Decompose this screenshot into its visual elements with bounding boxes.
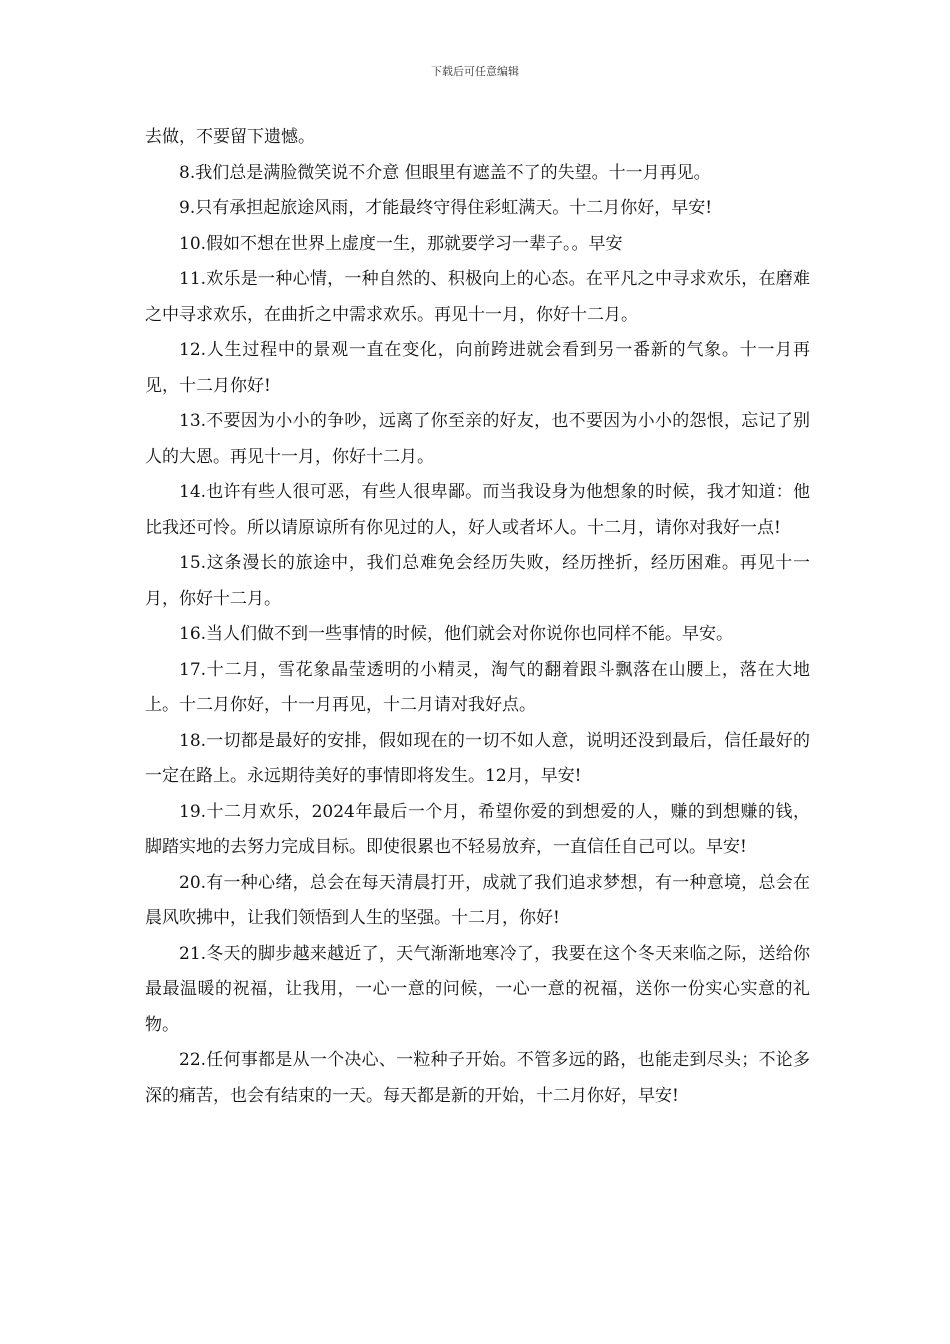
paragraph-item-20: 20.有一种心绪，总会在每天清晨打开，成就了我们追求梦想，有一种意境，总会在晨风吹拂中，让我们领悟到人生的坚强。十二月，你好! [145,872,810,928]
paragraph-item-22: 22.任何事都是从一个决心、一粒种子开始。不管多远的路，也能走到尽头；不论多深的痛苦，也会有结束的一天。每天都是新的开始，十二月你好，早安! [145,1050,810,1106]
paragraph-item-21: 21.冬天的脚步越来越近了，天气渐渐地寒冷了，我要在这个冬天来临之际，送给你最最温暖的祝福，让我用，一心一意的问候，一心一意的祝福，送你一份实心实意的礼物。 [145,943,810,1035]
paragraph-continuation: 去做，不要留下遗憾。 [145,127,315,147]
paragraph-item-9: 9.只有承担起旅途风雨，才能最终守得住彩虹满天。十二月你好，早安! [179,198,713,218]
paragraph-item-17: 17.十二月，雪花象晶莹透明的小精灵，淘气的翻着跟斗飘落在山腰上，落在大地上。十二月你好，十一月再见，十二月请对我好点。 [145,659,810,715]
paragraph-item-18: 18.一切都是最好的安排，假如现在的一切不如人意，说明还没到最后，信任最好的一定在路上。永远期待美好的事情即将发生。12月，早安! [145,730,810,786]
document-body [145,120,810,1114]
paragraph-item-16: 16.当人们做不到一些事情的时候，他们就会对你说你也同样不能。早安。 [179,624,734,644]
paragraph-item-15: 15.这条漫长的旅途中，我们总难免会经历失败，经历挫折，经历困难。再见十一月，你好十二月。 [145,553,810,609]
paragraph-item-12: 12.人生过程中的景观一直在变化，向前跨进就会看到另一番新的气象。十一月再见，十二月你好! [145,340,810,396]
paragraph-item-14: 14.也许有些人很可恶，有些人很卑鄙。而当我设身为他想象的时候，我才知道：他比我还可怜。所以请原谅所有你见过的人，好人或者坏人。十二月，请你对我好一点! [145,482,810,538]
paragraph-item-10: 10.假如不想在世界上虚度一生，那就要学习一辈子。。早安 [179,233,623,254]
paragraph-item-13: 13.不要因为小小的争吵，远离了你至亲的好友，也不要因为小小的怨恨，忘记了别人的大恩。再见十一月，你好十二月。 [145,411,810,467]
paragraph-item-19: 19.十二月欢乐，2024年最后一个月，希望你爱的到想爱的人，赚的到想赚的钱，脚踏实地的去努力完成目标。即使很累也不轻易放弃，一直信任自己可以。早安! [145,801,810,857]
paragraph-item-11: 11.欢乐是一种心情，一种自然的、积极向上的心态。在平凡之中寻求欢乐，在磨难之中寻求欢乐，在曲折之中需求欢乐。再见十一月，你好十二月。 [145,269,810,325]
paragraph-item-8: 8.我们总是满脸微笑说不介意 但眼里有遮盖不了的失望。十一月再见。 [179,162,711,183]
page-header: 下载后可任意编辑 [431,65,519,78]
